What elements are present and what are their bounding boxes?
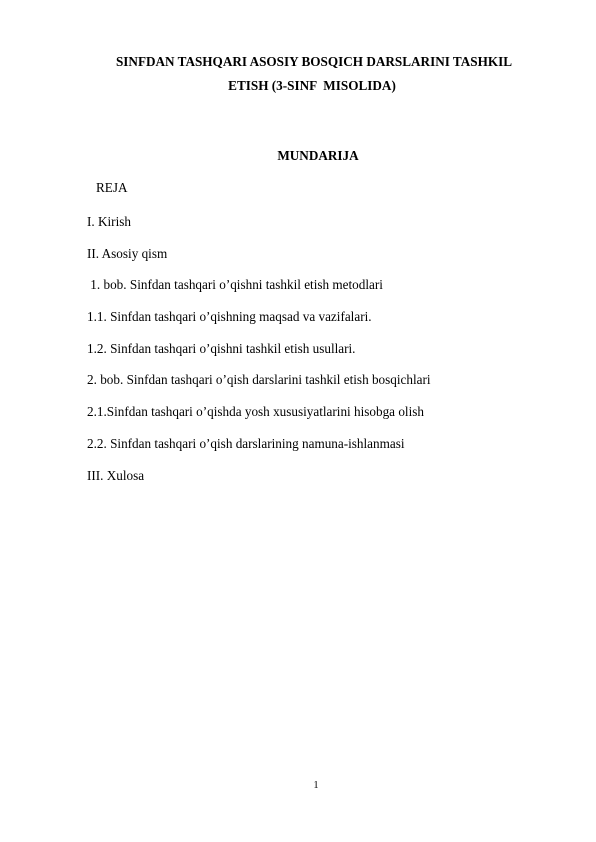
- toc-item-section-2-1: 2.1.Sinfdan tashqari o’qishda yosh xususiyatlarini hisobga olish: [87, 404, 424, 420]
- toc-item-section-1-2: 1.2. Sinfdan tashqari o’qishni tashkil etish usullari.: [87, 340, 356, 356]
- toc-item-chapter-2: 2. bob. Sinfdan tashqari o’qish darslarini tashkil etish bosqichlari: [87, 372, 431, 388]
- table-of-contents: [87, 214, 431, 499]
- document-title-line-1: SINFDAN TASHQARI ASOSIY BOSQICH DARSLARINI TASHKIL: [115, 54, 513, 69]
- toc-item-section-1-1: 1.1. Sinfdan tashqari o’qishning maqsad va vazifalari.: [87, 309, 372, 325]
- contents-heading: MUNDARIJA: [277, 148, 359, 163]
- plan-label: REJA: [96, 180, 128, 195]
- page-number: 1: [313, 780, 319, 791]
- toc-item-chapter-1: 1. bob. Sinfdan tashqari o’qishni tashkil etish metodlari: [87, 277, 383, 293]
- toc-item-section-2-2: 2.2. Sinfdan tashqari o’qish darslarining namuna-ishlanmasi: [87, 435, 405, 451]
- toc-item-main-part: II. Asosiy qism: [87, 245, 168, 261]
- document-title-line-2: ETISH (3-SINF MISOLIDA): [228, 78, 396, 93]
- toc-item-conclusion: III. Xulosa: [87, 467, 145, 483]
- toc-item-introduction: I. Kirish: [87, 214, 131, 229]
